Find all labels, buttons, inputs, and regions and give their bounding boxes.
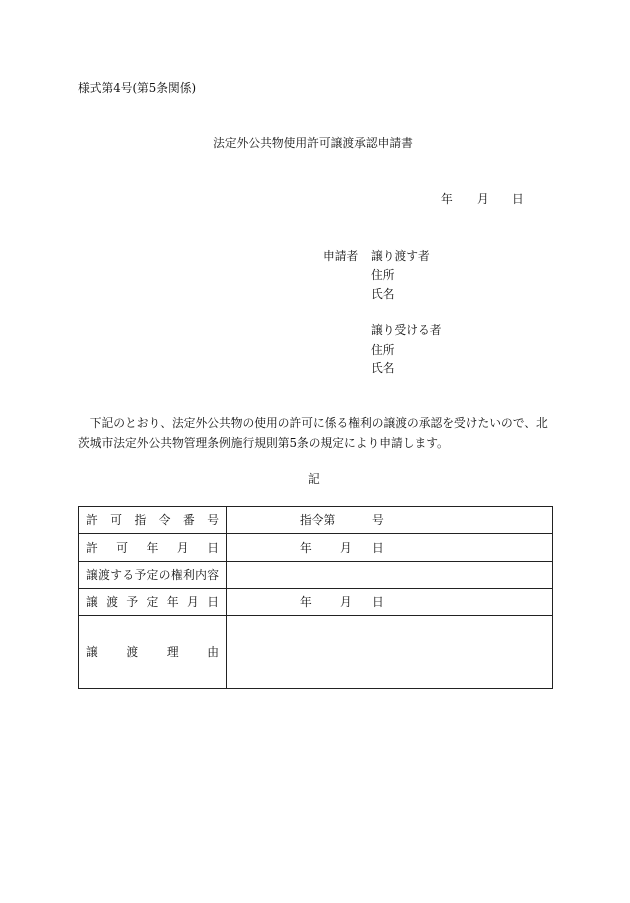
permit-date-day: 日: [372, 540, 384, 555]
transfer-date-day: 日: [372, 595, 384, 609]
transfer-reason-label: 譲渡理由: [86, 645, 219, 659]
label-cell: [79, 616, 227, 688]
table-row-permit-date: [79, 534, 552, 562]
request-statement-line-1: 下記のとおり、法定外公共物の使用の許可に係る権利の譲渡の承認を受けたいので、北: [78, 416, 548, 430]
transferee-address-label: 住所: [371, 343, 395, 357]
table-row-transfer-date: [79, 589, 552, 616]
transferee-name-label: 氏名: [371, 361, 395, 375]
table-row-transfer-reason: [79, 616, 552, 688]
details-table: [78, 506, 553, 689]
permit-number-label: 許可指令番号: [86, 513, 219, 527]
table-row-rights-to-transfer: [79, 562, 552, 589]
permit-number-value-cell: [227, 507, 552, 533]
date-year-label: 年: [441, 192, 453, 206]
permit-date-value-cell: [227, 534, 552, 561]
transferor-address-label: 住所: [371, 268, 395, 282]
permit-number-prefix: 指令第: [300, 513, 336, 527]
label-cell: [79, 589, 227, 615]
ki-heading: 記: [308, 472, 320, 486]
rights-to-transfer-label: 譲渡する予定の権利内容: [86, 568, 219, 582]
transfer-date-month: 月: [340, 595, 352, 609]
transfer-date-value-cell: [227, 589, 552, 615]
transferor-name-label: 氏名: [371, 287, 395, 301]
document-title: 法定外公共物使用許可譲渡承認申請書: [213, 136, 413, 150]
permit-date-year: 年: [300, 540, 312, 555]
label-cell: [79, 562, 227, 588]
date-day-label: 日: [512, 192, 524, 206]
transferor-label: 譲り渡す者: [371, 249, 430, 263]
table-row-permit-number: [79, 507, 552, 534]
label-cell: [79, 507, 227, 533]
applicant-label: 申請者: [323, 249, 359, 263]
transferee-label: 譲り受ける者: [371, 323, 442, 337]
rights-to-transfer-value-cell: [227, 562, 552, 588]
transfer-date-year: 年: [300, 595, 312, 609]
label-cell: [79, 534, 227, 561]
date-month-label: 月: [477, 192, 489, 206]
request-statement-line-2: 茨城市法定外公共物管理条例施行規則第5条の規定により申請します。: [78, 436, 449, 450]
transfer-reason-value-cell: [227, 616, 552, 688]
transfer-date-label: 譲渡予定年月日: [86, 595, 219, 609]
form-number: 様式第4号(第5条関係): [78, 81, 197, 95]
permit-date-label: 許可年月日: [86, 540, 219, 555]
permit-date-month: 月: [340, 540, 352, 555]
permit-number-suffix: 号: [372, 513, 384, 527]
